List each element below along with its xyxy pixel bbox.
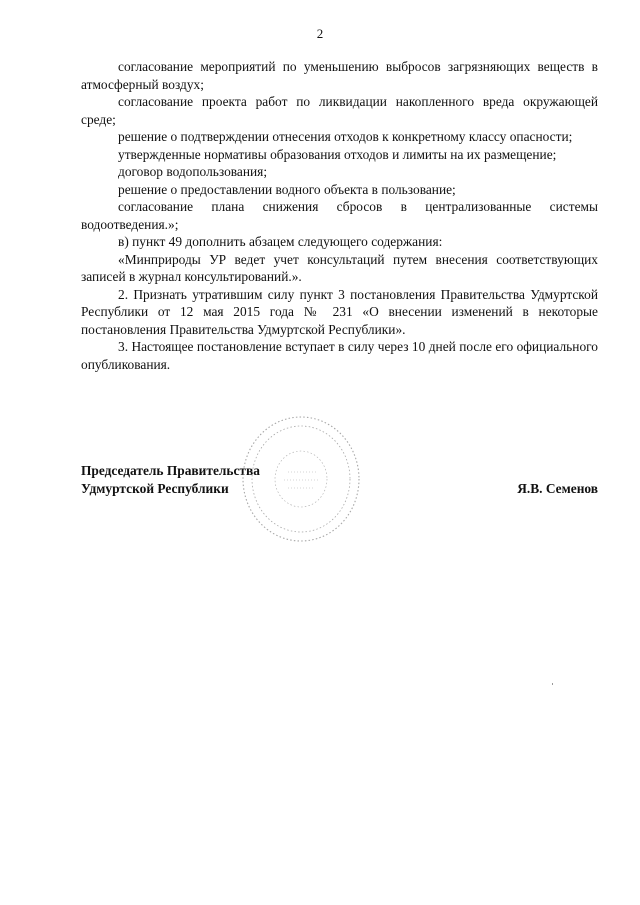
paragraph-water-use-contract: договор водопользования; xyxy=(118,164,268,179)
paragraph-discharge-plan: согласование плана снижения сбросов в централизованные системы водоотведения.»; xyxy=(81,199,598,232)
scan-speck xyxy=(552,683,553,685)
paragraph-emissions-approval: согласование мероприятий по уменьшению выбросов загрязняющих веществ в атмосферный воздух; xyxy=(81,59,598,92)
signer-title-line-1: Председатель Правительства xyxy=(81,463,260,478)
document-body xyxy=(81,58,598,373)
signer-title-line-2: Удмуртской Республики xyxy=(81,481,229,496)
paragraph-item-49: в) пункт 49 дополнить абзацем следующего содержания: xyxy=(118,234,443,249)
paragraph-repeal-clause: 2. Признать утратившим силу пункт 3 постановления Правительства Удмуртской Республики от 12 мая 2015 года № 231 «О внесении изменений в некоторые постановления Правительства Удмуртской Республики». xyxy=(81,286,598,337)
paragraph-entry-into-force: 3. Настоящее постановление вступает в силу через 10 дней после его официального опубликования. xyxy=(81,339,598,372)
signature-block xyxy=(81,462,598,502)
paragraph-accumulated-harm: согласование проекта работ по ликвидации накопленного вреда окружающей среде; xyxy=(81,94,598,127)
signer-name: Я.В. Семенов xyxy=(517,481,598,496)
paragraph-consultation-records: «Минприроды УР ведет учет консультаций путем внесения соответствующих записей в журнал консультирований.». xyxy=(81,251,598,284)
paragraph-water-body-decision: решение о предоставлении водного объекта в пользование; xyxy=(118,181,456,197)
paragraph-waste-class: решение о подтверждении отнесения отходов к конкретному классу опасности; xyxy=(118,129,573,144)
page-number: 2 xyxy=(316,26,324,41)
paragraph-waste-norms: утвержденные нормативы образования отходов и лимиты на их размещение; xyxy=(118,146,557,162)
